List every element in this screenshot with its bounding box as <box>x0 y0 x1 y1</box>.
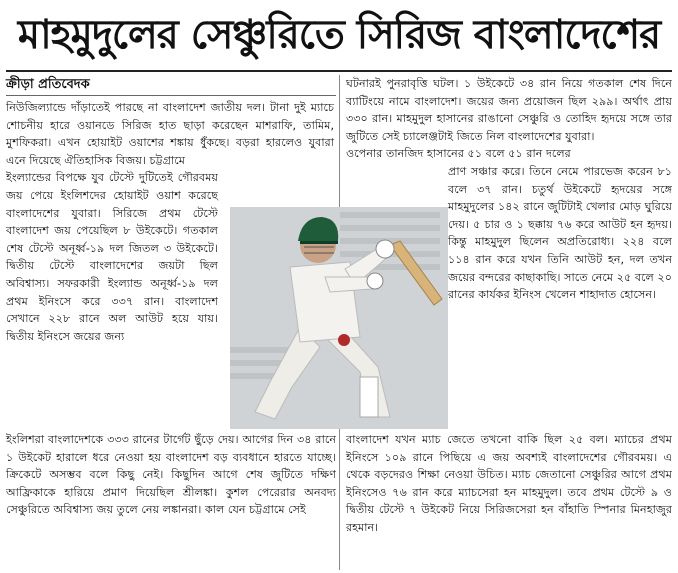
cricket-batsman-photo <box>230 207 448 429</box>
batsman-illustration <box>230 207 448 429</box>
right-column-shift-first: ওপেনার তানজিদ হাসানের ৫১ বলে ৫১ রান দলের <box>346 147 571 161</box>
byline: ক্রীড়া প্রতিবেদক <box>6 75 336 96</box>
left-column-narrow-text: ইংল্যান্ডের বিপক্ষে যুব টেস্টে দুটিতেই গৌরবময় জয় পেয়ে ইংলিশদের হোয়াইট ওয়াশ করেছে বাংলাদেশের যুবারা। সিরিজে প্রথম টেস্টে বাংলাদেশ জয় পেয়েছিল ৮ উইকেটে। গতকাল শেষ টেস্টে অনূর্ধ্ব-১৯ দল জিতল ৩ উইকেটে। দ্বিতীয় টেস্টে বাংলাদেশের জয়টা ছিল অবিশ্বাস্য। সফরকারী ইংল্যান্ড অনূর্ধ্ব-১৯ দল প্রথম ইনিংসে করে ৩৩৭ রান। বাংলাদেশ সেখানে ২২৮ রানে অল আউট হয়ে যায়। দ্বিতীয় ইনিংসে জয়ের জন্য <box>6 171 218 343</box>
right-column-shift-text: প্রাণ সঞ্চার করে। তিনে নেমে পারভেজ করেন ৮১ বলে ৩৭ রান। চতুর্থ উইকেটে হৃদয়ের সঙ্গে মাহমুদুলের ১৪২ রানে জুটিটাই খেলার মোড় ঘুরিয়ে দেয়। ৫ চার ও ১ ছক্কায় ৭৬ করে আউট হন হৃদয়। কিন্তু মাহমুদুল ছিলেন অপ্রতিরোধ্য। ২২৪ বলে ১১৪ রান করে যখন তিনি আউট হন, দল তখন জয়ের বন্দরের কাছাকাছি। সাতে নেমে ২৫ বলে ২০ রানের কার্যকর ইনিংস খেলেন শাহাদাত হোসেন। <box>448 164 672 302</box>
glove-icon-2 <box>367 273 383 289</box>
right-column-top-text: ঘটনারই পুনরাবৃত্তি ঘটল। ১ উইকেটে ৩৪ রান নিয়ে গতকাল শেষ দিনে ব্যাটিংয়ে নামে বাংলাদেশ। জয়ের জন্য প্রয়োজন ছিল ২৯৯। অর্থাৎ প্রায় ৩৩০ রান। মাহমুদুল হাসানের রাঙানো সেঞ্চুরি ও তোহিদ হৃদয়ে সঙ্গে তার জুটিতে সেই চ্যালেঞ্জটাই জিতে নিল বাংলাদেশের যুবারা। <box>346 77 672 143</box>
cricket-ball-icon <box>338 334 350 346</box>
right-column-bottom-text: বাংলাদেশ যখন ম্যাচ জেতে তখনো বাকি ছিল ২৫ বল। ম্যাচের প্রথম ইনিংসে ১০৯ রানে পিছিয়ে এ জয় অবশ্যই বাংলাদেশের গৌরবময়। এ থেকে বড়দেরও শিক্ষা নেওয়া উচিত। ম্যাচ জেতানো সেঞ্চুরির আগে প্রথম ইনিংসেও ৭৬ রান করে ম্যাচসেরা হন মাহমুদুল। তবে প্রথম টেস্টে ৯ ও দ্বিতীয় টেস্টে ৭ উইকেট নিয়ে সিরিজসেরা হন বাঁহাতি স্পিনার মিনহাজুর রহমান। <box>346 433 672 534</box>
pad-icon <box>360 377 378 417</box>
helmet-visor <box>300 241 338 244</box>
batsman-forearm <box>325 277 372 292</box>
left-column-bottom-text: ইংলিশরা বাংলাদেশকে ৩৩৩ রানের টার্গেট ছুঁড়ে দেয়। আগের দিন ৩৪ রানে ১ উইকেট হারালে ধরে নেওয়া হয় বাংলাদেশ বড় ব্যবধানে হারতে যাচ্ছে। ক্রিকেটে অসম্ভব বলে কিছু নেই। কিছুদিন আগে শেষ জুটিতে দক্ষিণ আফ্রিকাকে হারিয়ে প্রমাণ দিয়েছিল শ্রীলঙ্কা। কুশল পেরেরার অনবদ্য সেঞ্চুরিতে অবিশ্বাস্য জয় তুলে নেয় লঙ্কানরা। কাল যেন চট্টগ্রামে সেই <box>6 433 336 517</box>
glove-icon <box>376 240 394 258</box>
headline: মাহমুদুলের সেঞ্চুরিতে সিরিজ বাংলাদেশের <box>17 12 661 58</box>
left-column-top-text: নিউজিল্যান্ডে দাঁড়াতেই পারছে না বাংলাদেশ জাতীয় দল। টানা দুই ম্যাচে শোচনীয় হারে ওয়ানডে সিরিজ হাত ছাড়া করেছেন মাশরাফি, তামিম, মুশফিকরা। এখন হোয়াইট ওয়াশের শঙ্কায় ধুঁকছে। বড়রা হারলেও যুবারা এনে দিয়েছে ঐতিহাসিক বিজয়। চট্টগ্রামে <box>6 101 334 167</box>
headline-rule <box>6 70 672 72</box>
